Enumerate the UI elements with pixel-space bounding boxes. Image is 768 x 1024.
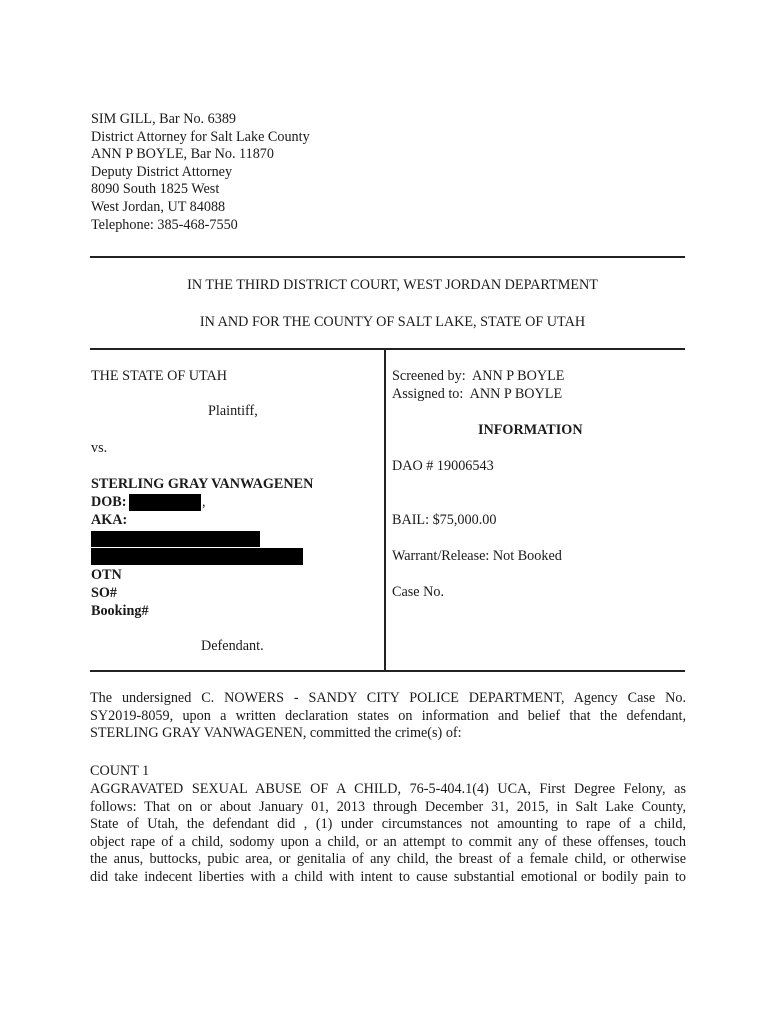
- intro-line: [90, 708, 686, 726]
- count-line-text: the anus, buttocks, pubic area, or genitalia of any child, the breast of a female child, or otherwise: [90, 851, 686, 868]
- count-heading: COUNT 1: [90, 763, 150, 779]
- redaction-bar: [91, 548, 303, 565]
- screened-by: Screened by: ANN P BOYLE: [392, 368, 565, 384]
- intro-line: [90, 690, 686, 708]
- count-line-text: State of Utah, the defendant did , (1) under circumstances not amounting to rape of a child,: [90, 816, 686, 833]
- attorney-line: SIM GILL, Bar No. 6389: [91, 111, 237, 127]
- versus-label: vs.: [91, 440, 108, 456]
- aka-label: AKA:: [91, 512, 128, 528]
- divider-top: [90, 256, 685, 258]
- count-line: [90, 799, 686, 817]
- divider-caption-top: [90, 348, 685, 350]
- dob-comma: ,: [202, 494, 206, 510]
- document-title: INFORMATION: [478, 422, 583, 438]
- count-line-text: AGGRAVATED SEXUAL ABUSE OF A CHILD, 76-5-404.1(4) UCA, First Degree Felony, as: [90, 781, 686, 797]
- bail-amount: BAIL: $75,000.00: [392, 512, 497, 528]
- attorney-line: West Jordan, UT 84088: [91, 198, 226, 215]
- count-line-text: did take indecent liberties with a child with intent to cause substantial emotional or bodily pain to: [90, 868, 686, 885]
- court-county: IN AND FOR THE COUNTY OF SALT LAKE, STATE OF UTAH: [199, 314, 586, 330]
- attorney-line: 8090 South 1825 West: [91, 181, 220, 198]
- attorney-line: ANN P BOYLE, Bar No. 11870: [91, 146, 274, 163]
- so-label: SO#: [91, 585, 118, 601]
- dao-number: DAO # 19006543: [392, 458, 494, 474]
- attorney-line: Telephone: 385-468-7550: [91, 216, 238, 233]
- dob-label: DOB:: [91, 494, 127, 510]
- count-line-text: object rape of a child, sodomy upon a child, or an attempt to commit any of these offenses, touch: [90, 833, 686, 850]
- count-paragraph: [90, 781, 686, 887]
- defendant-label: Defendant.: [201, 638, 264, 654]
- divider-caption-bottom: [90, 670, 685, 672]
- intro-line: STERLING GRAY VANWAGENEN, committed the crime(s) of:: [90, 725, 462, 742]
- attorney-line: Deputy District Attorney: [91, 163, 233, 180]
- redaction-bar: [129, 494, 201, 511]
- count-line: [90, 851, 686, 869]
- court-name: IN THE THIRD DISTRICT COURT, WEST JORDAN DEPARTMENT: [187, 277, 598, 293]
- plaintiff-label: Plaintiff,: [208, 403, 258, 419]
- warrant-status: Warrant/Release: Not Booked: [392, 548, 562, 564]
- caption-vertical-divider: [384, 349, 386, 671]
- count-line: [90, 816, 686, 834]
- assigned-to: Assigned to: ANN P BOYLE: [392, 386, 563, 402]
- attorney-line: District Attorney for Salt Lake County: [91, 128, 310, 145]
- booking-label: Booking#: [91, 603, 149, 619]
- count-line: [90, 781, 686, 799]
- otn-label: OTN: [91, 567, 122, 583]
- redaction-bar: [91, 531, 260, 547]
- intro-line-text: The undersigned C. NOWERS - SANDY CITY POLICE DEPARTMENT, Agency Case No.: [90, 690, 686, 706]
- intro-paragraph: [90, 690, 686, 743]
- case-number: Case No.: [392, 584, 445, 600]
- defendant-name: STERLING GRAY VANWAGENEN: [91, 476, 314, 492]
- count-line: [90, 834, 686, 852]
- intro-line-text: SY2019-8059, upon a written declaration states on information and belief that the defendant,: [90, 707, 686, 724]
- attorney-block: [91, 111, 310, 234]
- count-line-text: follows: That on or about January 01, 2013 through December 31, 2015, in Salt Lake County,: [90, 798, 686, 815]
- count-line: [90, 869, 686, 887]
- plaintiff-name: THE STATE OF UTAH: [91, 368, 228, 384]
